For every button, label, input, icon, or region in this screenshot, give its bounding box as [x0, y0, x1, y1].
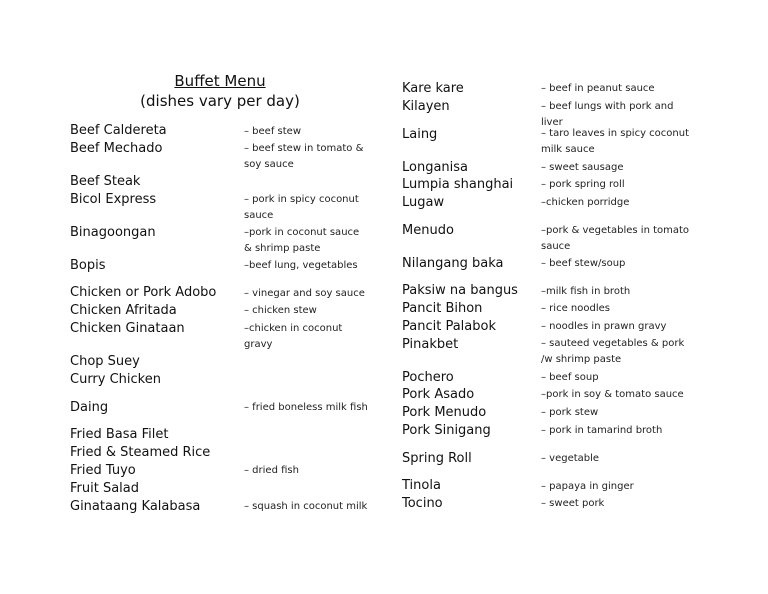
dish-name: Pinakbet	[402, 337, 459, 352]
dish-description: – beef stew	[244, 126, 301, 137]
dish-description: – sweet pork	[541, 498, 605, 509]
dish-name: Curry Chicken	[70, 372, 161, 387]
dish-description: – dried fish	[244, 465, 299, 476]
dish-description: –pork in coconut sauce & shrimp paste	[244, 227, 360, 254]
dish-description: – sweet sausage	[541, 162, 624, 173]
dish-description: –pork in soy & tomato sauce	[541, 389, 684, 400]
dish-name: Nilangang baka	[402, 256, 504, 271]
dish-name: Lugaw	[402, 195, 445, 210]
dish-name: Laing	[402, 127, 438, 142]
dish-description: –chicken porridge	[541, 197, 630, 208]
dish-name: Fried Basa Filet	[70, 427, 169, 442]
menu-subtitle: (dishes vary per day)	[140, 92, 300, 110]
dish-description: – beef stew/soup	[541, 258, 626, 269]
dish-name: Pancit Palabok	[402, 319, 496, 334]
dish-name: Fruit Salad	[70, 481, 140, 496]
dish-description: – noodles in prawn gravy	[541, 321, 667, 332]
dish-description: –pork & vegetables in tomato sauce	[541, 225, 690, 252]
dish-name: Pork Menudo	[402, 405, 487, 420]
dish-name: Tinola	[402, 478, 441, 493]
dish-name: Binagoongan	[70, 225, 156, 240]
dish-name: Chicken or Pork Adobo	[70, 285, 217, 300]
dish-description: – beef stew in tomato & soy sauce	[244, 143, 364, 170]
dish-name: Bopis	[70, 258, 106, 273]
dish-description: – pork spring roll	[541, 179, 625, 190]
dish-name: Menudo	[402, 223, 454, 238]
dish-name: Bicol Express	[70, 192, 157, 207]
dish-name: Lumpia shanghai	[402, 177, 514, 192]
dish-description: –beef lung, vegetables	[244, 260, 358, 271]
dish-description: – pork in tamarind broth	[541, 425, 663, 436]
dish-name: Daing	[70, 400, 109, 415]
dish-description: – pork stew	[541, 407, 599, 418]
dish-name: Chicken Ginataan	[70, 321, 185, 336]
dish-description: – chicken stew	[244, 305, 317, 316]
dish-name: Ginataang Kalabasa	[70, 499, 201, 514]
dish-description: – beef soup	[541, 372, 599, 383]
dish-name: Beef Steak	[70, 174, 141, 189]
dish-description: – beef lungs with pork and liver	[541, 101, 674, 128]
dish-name: Fried & Steamed Rice	[70, 445, 211, 460]
dish-name: Pork Asado	[402, 387, 475, 402]
dish-description: – vegetable	[541, 453, 600, 464]
dish-name: Kare kare	[402, 81, 464, 96]
menu-title: Buffet Menu	[174, 72, 266, 90]
dish-description: – pork in spicy coconut sauce	[244, 194, 359, 221]
dish-description: – rice noodles	[541, 303, 610, 314]
dish-description: – vinegar and soy sauce	[244, 288, 365, 299]
dish-name: Paksiw na bangus	[402, 283, 518, 298]
dish-description: – papaya in ginger	[541, 481, 634, 492]
dish-description: – beef in peanut sauce	[541, 83, 655, 94]
dish-description: – taro leaves in spicy coconut milk sauce	[541, 128, 689, 155]
dish-description: – squash in coconut milk	[244, 501, 368, 512]
dish-name: Chop Suey	[70, 354, 140, 369]
dish-name: Chicken Afritada	[70, 303, 177, 318]
dish-description: –milk fish in broth	[541, 286, 631, 297]
dish-name: Spring Roll	[402, 451, 472, 466]
dish-name: Longanisa	[402, 160, 469, 175]
dish-name: Kilayen	[402, 99, 450, 114]
dish-description: – sauteed vegetables & pork /w shrimp paste	[541, 338, 685, 365]
dish-name: Tocino	[402, 496, 443, 511]
dish-name: Fried Tuyo	[70, 463, 136, 478]
dish-name: Beef Caldereta	[70, 123, 167, 138]
dish-name: Pork Sinigang	[402, 423, 491, 438]
dish-name: Pancit Bihon	[402, 301, 483, 316]
dish-description: – fried boneless milk fish	[244, 402, 368, 413]
dish-name: Beef Mechado	[70, 141, 163, 156]
dish-description: –chicken in coconut gravy	[244, 323, 343, 350]
dish-name: Pochero	[402, 370, 454, 385]
